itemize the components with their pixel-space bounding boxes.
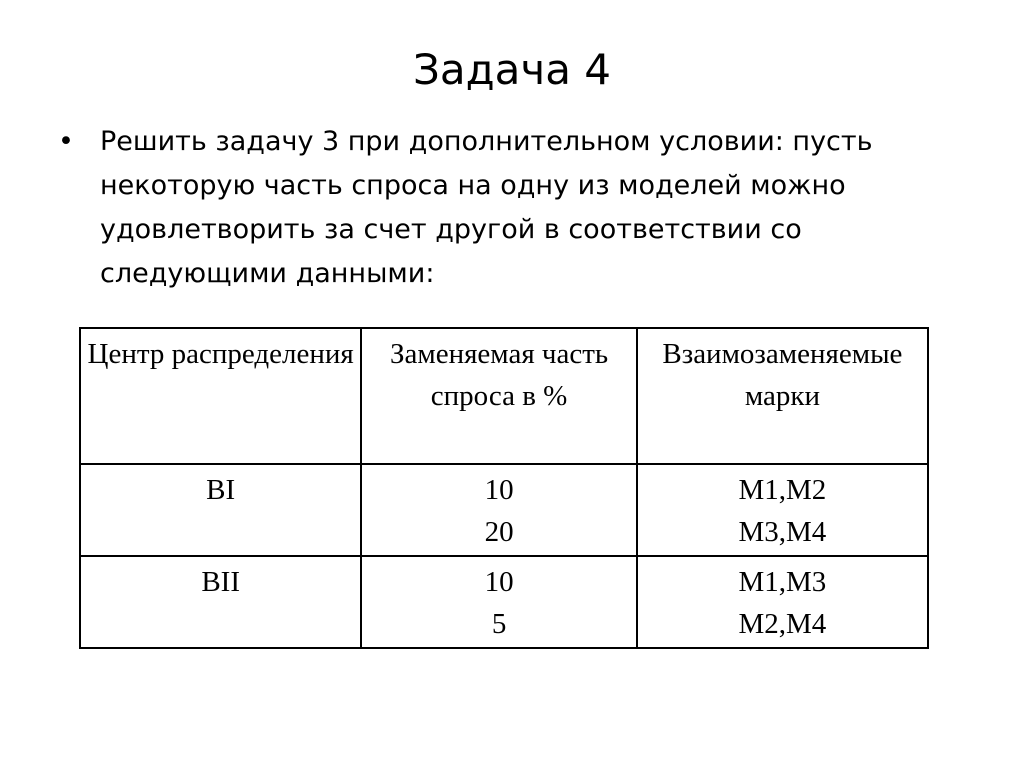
cell-share-value: 20	[484, 516, 514, 548]
cell-shares	[361, 556, 637, 648]
header-center: Центр распределения	[80, 328, 361, 464]
cell-brand-pair: M3,M4	[738, 516, 827, 548]
cell-center: BI	[80, 464, 361, 556]
cell-shares	[361, 464, 637, 556]
cell-share-value: 10	[484, 474, 514, 506]
data-table	[79, 327, 929, 649]
cell-brands	[637, 464, 928, 556]
cell-brand-pair: M1,M2	[738, 474, 827, 506]
header-interchangeable: Взаимозаменяемые марки	[637, 328, 928, 464]
bullet-dot-icon: •	[58, 126, 74, 157]
cell-share-value: 10	[484, 566, 514, 598]
slide-title: Задача 4	[412, 45, 612, 94]
table-row	[80, 464, 928, 556]
cell-brands	[637, 556, 928, 648]
cell-share-value: 5	[491, 608, 507, 640]
cell-brand-pair: M1,M3	[738, 566, 827, 598]
table-row	[80, 556, 928, 648]
cell-brand-pair: M2,M4	[738, 608, 827, 640]
cell-center: BII	[80, 556, 361, 648]
header-replaced-share: Заменяемая часть спроса в %	[361, 328, 637, 464]
table-header-row	[80, 328, 928, 464]
bullet-text: Решить задачу 3 при дополнительном условии: пусть некоторую часть спроса на одну из моделей можно удовлетворить за счет другой в соответствии со следующими данными:	[100, 126, 873, 289]
